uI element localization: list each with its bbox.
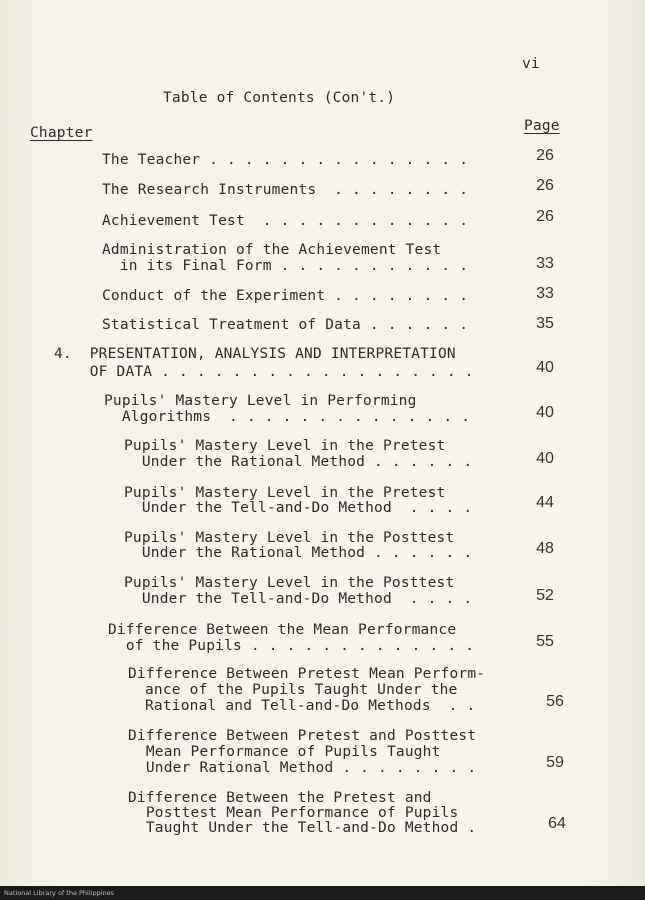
toc-entry-line: Pupils' Mastery Level in the Pretest: [124, 485, 446, 501]
toc-entry-line: Conduct of the Experiment . . . . . . . .: [102, 288, 469, 304]
toc-entry-line: Under the Tell-and-Do Method . . . .: [124, 500, 473, 516]
toc-entry-line: Pupils' Mastery Level in Performing: [104, 393, 417, 409]
toc-entry-line: Difference Between the Mean Performance: [108, 622, 457, 638]
toc-entry-line: Posttest Mean Performance of Pupils: [128, 805, 459, 821]
toc-entry-page: 33: [536, 255, 554, 272]
toc-entry-line: Under Rational Method . . . . . . . .: [128, 760, 477, 776]
toc-entry-page: 48: [536, 540, 554, 557]
toc-entry-line: of the Pupils . . . . . . . . . . . . .: [108, 638, 475, 654]
toc-chapter-line: 4. PRESENTATION, ANALYSIS AND INTERPRETATION: [54, 346, 456, 362]
toc-title: Table of Contents (Con't.): [163, 90, 396, 106]
footer-text: National Library of the Philippines: [4, 889, 115, 897]
toc-entry-page: 55: [536, 633, 554, 650]
toc-entry-page: 26: [536, 208, 554, 225]
toc-entry-line: Pupils' Mastery Level in the Pretest: [124, 438, 446, 454]
toc-entry-page: 52: [536, 587, 554, 604]
toc-entry-page: 40: [536, 450, 554, 467]
toc-entry-line: Rational and Tell-and-Do Methods . .: [145, 698, 476, 714]
toc-entry-line: Difference Between Pretest and Posttest: [128, 728, 477, 744]
toc-entry-page: 59: [546, 754, 564, 771]
toc-entry-line: ance of the Pupils Taught Under the: [145, 682, 458, 698]
toc-entry-page: 26: [536, 177, 554, 194]
toc-entry-line: Under the Rational Method . . . . . .: [124, 454, 473, 470]
toc-entry-line: The Teacher . . . . . . . . . . . . . . .: [102, 152, 469, 168]
toc-chapter-line: OF DATA . . . . . . . . . . . . . . . . . .: [54, 364, 474, 380]
toc-entry-line: Difference Between Pretest Mean Perform-: [128, 666, 486, 682]
toc-entry-line: The Research Instruments . . . . . . . .: [102, 182, 469, 198]
toc-entry-line: Taught Under the Tell-and-Do Method .: [128, 820, 477, 836]
toc-entry-line: in its Final Form . . . . . . . . . . .: [102, 258, 469, 274]
toc-entry-page: 44: [536, 494, 554, 511]
toc-entry-line: Pupils' Mastery Level in the Posttest: [124, 575, 455, 591]
toc-entry-line: Mean Performance of Pupils Taught: [128, 744, 441, 760]
chapter-header: Chapter: [30, 125, 93, 141]
toc-entry-line: Pupils' Mastery Level in the Posttest: [124, 530, 455, 546]
toc-entry-line: Under the Rational Method . . . . . .: [124, 545, 473, 561]
page-number: vi: [522, 56, 540, 72]
toc-entry-line: Algorithms . . . . . . . . . . . . . .: [104, 409, 471, 425]
toc-entry-line: Administration of the Achievement Test: [102, 242, 442, 258]
toc-entry-line: Achievement Test . . . . . . . . . . . .: [102, 213, 469, 229]
toc-entry-line: Statistical Treatment of Data . . . . . .: [102, 317, 469, 333]
toc-entry-page: 40: [536, 404, 554, 421]
toc-entry-page: 26: [536, 147, 554, 164]
toc-entry-page: 56: [546, 693, 564, 710]
toc-entry-line: Difference Between the Pretest and: [128, 790, 432, 806]
toc-entry-page: 64: [548, 815, 566, 832]
toc-entry-line: Under the Tell-and-Do Method . . . .: [124, 591, 473, 607]
toc-entry-page: 40: [536, 359, 554, 376]
footer-bar: [0, 886, 645, 900]
page-header: Page: [524, 118, 560, 134]
toc-entry-page: 35: [536, 315, 554, 332]
toc-entry-page: 33: [536, 285, 554, 302]
